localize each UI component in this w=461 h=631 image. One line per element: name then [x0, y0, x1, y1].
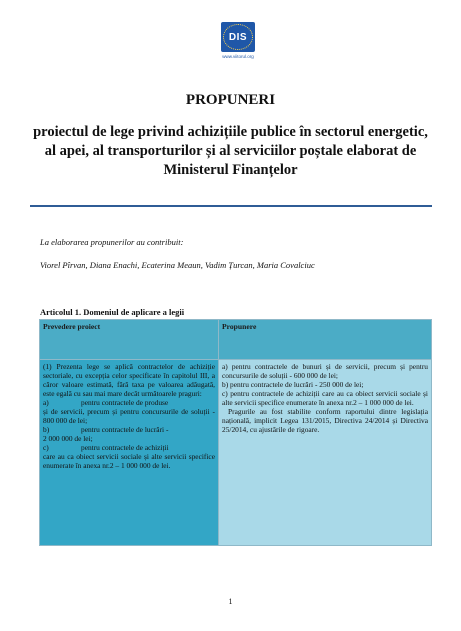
provision-item-b: b) pentru contractele de lucrări - 2 000 000 de lei; — [43, 425, 169, 443]
proposal-item-c: c) pentru contractele de achiziții care au ca obiect servicii sociale și alte servicii specifice enumerate în anexa nr.2 – 1 000 000 de lei. — [222, 389, 428, 407]
proposal-note: Pragurile au fost stabilite conform raportului dintre legislația națională, implicit Legea 131/2015, Directiva 24/2014 și Directiva 25/2014, cu ajustările de rigoare. — [222, 407, 428, 434]
document-title: PROPUNERI — [185, 92, 276, 108]
provision-item-c: c) pentru contractele de achiziții care au ca obiect servicii sociale și alte servicii specifice enumerate în anexa nr.2 – 1 000 000 de lei. — [43, 443, 215, 470]
provision-intro: (1) Prezenta lege se aplică contractelor de achiziție sectoriale, cu excepția celor specificate în capitolul III, a căror valoare estimată, fără taxa pe valoarea adăugată, este egală cu sau mai mare decât următoarele praguri: — [43, 362, 215, 398]
contributors-label: La elaborarea propunerilor au contribuit: — [40, 237, 184, 247]
proposal-item-b: b) pentru contractele de lucrări - 250 000 de lei; — [222, 380, 364, 389]
provision-item-a: a) pentru contractele de produse și de servicii, precum și pentru concursurile de soluții - 800 000 de lei; — [43, 398, 215, 425]
document-subtitle: proiectul de lege privind achizițiile publice în sectorul energetic, al apei, al transporturilor și al serviciilor poștale elaborat de Ministerul Finanțelor — [33, 124, 428, 178]
logo-text: DIS — [228, 31, 248, 43]
header-proposal: Propunere — [219, 320, 432, 360]
proposal-cell — [219, 360, 432, 546]
page-number: 1 — [228, 597, 233, 606]
draft-provision-cell — [40, 360, 219, 546]
table-row — [40, 360, 432, 546]
table-header-row — [40, 320, 432, 360]
logo-mark — [221, 22, 255, 52]
proposals-table — [39, 319, 432, 546]
proposal-item-a: a) pentru contractele de bunuri și de servicii, precum și pentru concursurile de soluții - 600 000 de lei; — [222, 362, 428, 380]
title-divider — [30, 205, 432, 207]
header-draft-provision: Prevedere proiect — [40, 320, 219, 360]
logo-stars-icon — [223, 24, 253, 50]
logo-url: www.viitorul.org — [222, 54, 254, 59]
contributors-names: Viorel Pîrvan, Diana Enachi, Ecaterina Meaun, Vadim Țurcan, Maria Covalciuc — [40, 260, 315, 270]
article-heading: Articolul 1. Domeniul de aplicare a legii — [40, 307, 185, 317]
organization-logo — [216, 22, 260, 66]
